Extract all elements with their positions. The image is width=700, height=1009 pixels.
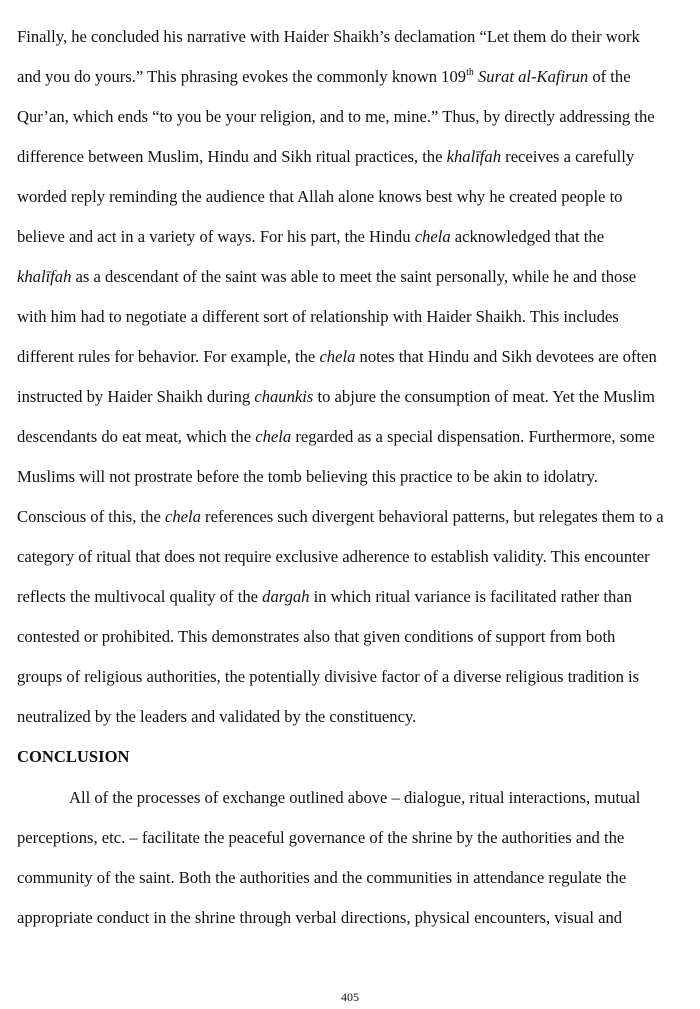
text-line: [17, 467, 598, 487]
text-line: [17, 27, 640, 47]
text-span: of the: [588, 67, 631, 86]
text-line: [17, 507, 664, 527]
text-span: difference between Muslim, Hindu and Sikh ritual practices, the: [17, 147, 447, 166]
text-span: and you do yours.” This phrasing evokes the commonly known 109: [17, 67, 467, 86]
section-heading: CONCLUSION: [17, 747, 130, 766]
text-line: [17, 828, 624, 848]
text-span: community of the saint. Both the authorities and the communities in attendance regulate the: [17, 868, 627, 887]
text-span: different rules for behavior. For example, the: [17, 347, 320, 366]
italic-term: chela: [164, 507, 201, 526]
text-line: [17, 868, 626, 888]
text-span: contested or prohibited. This demonstrates also that given conditions of support from both: [17, 627, 616, 646]
text-span: acknowledged that the: [450, 227, 605, 246]
italic-term: Surat al-Kafirun: [478, 67, 589, 86]
italic-term: khalīfah: [17, 267, 72, 286]
text-span: descendants do eat meat, which the: [17, 427, 256, 446]
text-line: [17, 387, 655, 407]
text-line: [17, 908, 622, 928]
italic-term: chela: [319, 347, 356, 366]
text-span: All of the processes of exchange outlined above – dialogue, ritual interactions, mutual: [69, 788, 641, 807]
italic-term: chela: [414, 227, 451, 246]
text-span: references such divergent behavioral patterns, but relegates them to a: [200, 507, 664, 526]
text-span: notes that Hindu and Sikh devotees are often: [355, 347, 657, 366]
text-span: with him had to negotiate a different sort of relationship with Haider Shaikh. This includes: [17, 307, 619, 326]
text-line: [17, 347, 657, 367]
text-span: worded reply reminding the audience that Allah alone knows best why he created people to: [17, 187, 623, 206]
text-line: [17, 107, 655, 127]
page-number: 405: [341, 990, 359, 1004]
text-line: [17, 627, 615, 647]
text-span: Qur’an, which ends “to you be your religion, and to me, mine.” Thus, by directly addressing the: [17, 107, 655, 126]
text-span: in which ritual variance is facilitated rather than: [309, 587, 632, 606]
text-span: groups of religious authorities, the potentially divisive factor of a diverse religious tradition is: [17, 667, 640, 686]
text-line: [17, 307, 619, 327]
ordinal-superscript: th: [466, 67, 474, 78]
text-span: regarded as a special dispensation. Furthermore, some: [291, 427, 655, 446]
italic-term: chela: [255, 427, 292, 446]
text-span: as a descendant of the saint was able to meet the saint personally, while he and those: [71, 267, 637, 286]
text-span: Finally, he concluded his narrative with Haider Shaikh’s declamation “Let them do their work: [17, 27, 640, 46]
text-span: instructed by Haider Shaikh during: [17, 387, 255, 406]
text-line: [17, 147, 634, 167]
text-line: [17, 187, 622, 207]
text-line: [17, 667, 639, 687]
text-line: [17, 707, 416, 727]
text-line: [17, 67, 631, 87]
italic-term: khalīfah: [446, 147, 502, 166]
text-span: believe and act in a variety of ways. For his part, the Hindu: [17, 227, 415, 246]
text-span: Conscious of this, the: [17, 507, 165, 526]
text-span: neutralized by the leaders and validated by the constituency.: [17, 707, 417, 726]
text-span: to abjure the consumption of meat. Yet the Muslim: [313, 387, 655, 406]
text-line: [17, 267, 636, 287]
text-span: appropriate conduct in the shrine through verbal directions, physical encounters, visual and: [17, 908, 623, 927]
text-line: [17, 587, 632, 607]
italic-term: dargah: [262, 587, 310, 606]
text-line: [17, 547, 650, 567]
text-span: category of ritual that does not require exclusive adherence to establish validity. This encounter: [17, 547, 650, 566]
text-line: [17, 427, 655, 447]
italic-term: chaunkis: [254, 387, 314, 406]
text-line: [69, 788, 640, 808]
text-span: perceptions, etc. – facilitate the peaceful governance of the shrine by the authorities and the: [17, 828, 625, 847]
text-line: [17, 227, 604, 247]
text-span: reflects the multivocal quality of the: [17, 587, 263, 606]
text-span: receives a carefully: [501, 147, 635, 166]
text-span: Muslims will not prostrate before the tomb believing this practice to be akin to idolatry.: [17, 467, 598, 486]
